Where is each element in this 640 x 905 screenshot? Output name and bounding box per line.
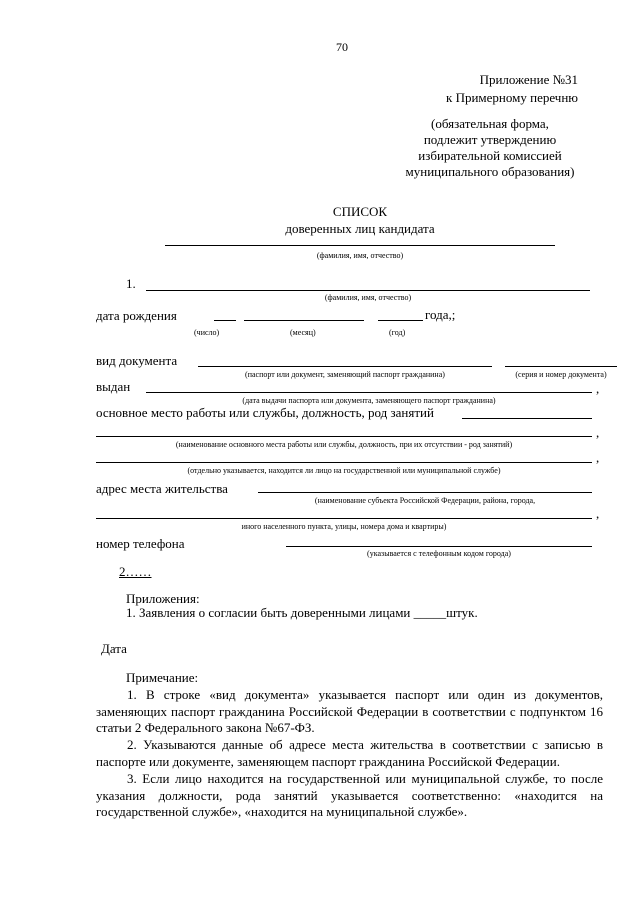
- work-label: основное место работы или службы, должность, род занятий: [96, 405, 434, 420]
- phone-hint: (указывается с телефонным кодом города): [367, 549, 511, 558]
- address-comma: ,: [596, 506, 600, 521]
- address-hint-1: (наименование субъекта Российской Федерации, района, города,: [314, 496, 536, 505]
- document-series-hint: (серия и номер документа): [515, 370, 607, 379]
- issued-line: [146, 392, 592, 393]
- attachments-item-1-blank: _____: [413, 605, 447, 620]
- date-label: Дата: [101, 641, 127, 656]
- notes-heading: Примечание:: [126, 670, 199, 685]
- note-1-line-1: 1. В строке «вид документа» указывается паспорт или один из документов,: [127, 687, 603, 702]
- birth-year-hint: (год): [389, 328, 406, 337]
- appendix-note-3: избирательной комиссией: [418, 148, 562, 163]
- appendix-note-1: (обязательная форма,: [431, 116, 549, 131]
- note-2-line-1: 2. Указываются данные об адресе места жительства в соответствии с записью в: [127, 737, 603, 752]
- service-comma: ,: [596, 450, 600, 465]
- appendix-note-4: муниципального образования): [405, 164, 575, 179]
- appendix-subtitle: к Примерному перечню: [446, 90, 578, 105]
- note-1-line-3: статьи 2 Федерального закона №67-ФЗ.: [96, 720, 315, 735]
- phone-label: номер телефона: [96, 536, 185, 551]
- document-title: СПИСОК: [332, 204, 388, 219]
- document-type-line: [198, 366, 492, 367]
- phone-line: [286, 546, 592, 547]
- document-type-hint: (паспорт или документ, заменяющий паспорт гражданина): [245, 370, 445, 379]
- candidate-name-hint: (фамилия, имя, отчество): [316, 251, 404, 260]
- address-label: адрес места жительства: [96, 481, 228, 496]
- page-number: 70: [336, 40, 348, 54]
- issued-label: выдан: [96, 379, 131, 394]
- birth-year-line: [378, 320, 423, 321]
- appendix-note-2: подлежит утверждению: [423, 132, 557, 147]
- address-line-2: [96, 518, 592, 519]
- issued-comma: ,: [596, 381, 600, 396]
- service-line: [96, 462, 592, 463]
- attachments-item-1: [126, 605, 478, 621]
- birth-date-label: дата рождения: [96, 308, 177, 323]
- appendix-title: Приложение №31: [479, 72, 578, 87]
- birth-month-line: [244, 320, 364, 321]
- birth-year-suffix: года,;: [425, 307, 456, 322]
- entry-name-line: [146, 290, 590, 291]
- work-line-1: [462, 418, 592, 419]
- entry-number: 1.: [126, 276, 136, 291]
- work-hint: (наименование основного места работы или службы, должность, при их отсутствии - род занятий): [175, 440, 513, 449]
- document-subtitle: доверенных лиц кандидата: [285, 221, 435, 236]
- birth-day-hint: (число): [194, 328, 220, 337]
- note-3-line-2: указания должности, рода занятий указывается соответственно: «находится на: [96, 788, 603, 803]
- note-2-line-2: паспорте или документе, заменяющем паспорт гражданина Российской Федерации.: [96, 754, 560, 769]
- birth-month-hint: (месяц): [290, 328, 316, 337]
- address-line-1: [258, 492, 592, 493]
- address-hint-2: иного населенного пункта, улицы, номера дома и квартиры): [241, 522, 447, 531]
- attachments-heading: Приложения:: [126, 591, 200, 606]
- note-3-line-3: государственной службе», «находится на муниципальной службе».: [96, 804, 468, 819]
- work-line-2: [96, 436, 592, 437]
- document-series-line: [505, 366, 617, 367]
- document-type-label: вид документа: [96, 353, 178, 368]
- service-hint: (отдельно указывается, находится ли лицо на государственной или муниципальной службе): [187, 466, 501, 475]
- attachments-item-1-text: 1. Заявления о согласии быть доверенными лицами: [126, 605, 411, 620]
- note-1-line-2: заменяющих паспорт гражданина Российской Федерации в соответствии с подпунктом 16: [96, 704, 603, 719]
- note-3-line-1: 3. Если лицо находится на государственной или муниципальной службе, то после: [127, 771, 603, 786]
- work-comma: ,: [596, 425, 600, 440]
- issued-hint: (дата выдачи паспорта или документа, заменяющего паспорт гражданина): [242, 396, 496, 405]
- birth-day-line: [214, 320, 236, 321]
- next-entry-number: 2……: [119, 564, 152, 579]
- entry-name-hint: (фамилия, имя, отчество): [324, 293, 412, 302]
- candidate-name-line: [165, 245, 555, 246]
- attachments-item-1-unit: штук.: [446, 605, 478, 620]
